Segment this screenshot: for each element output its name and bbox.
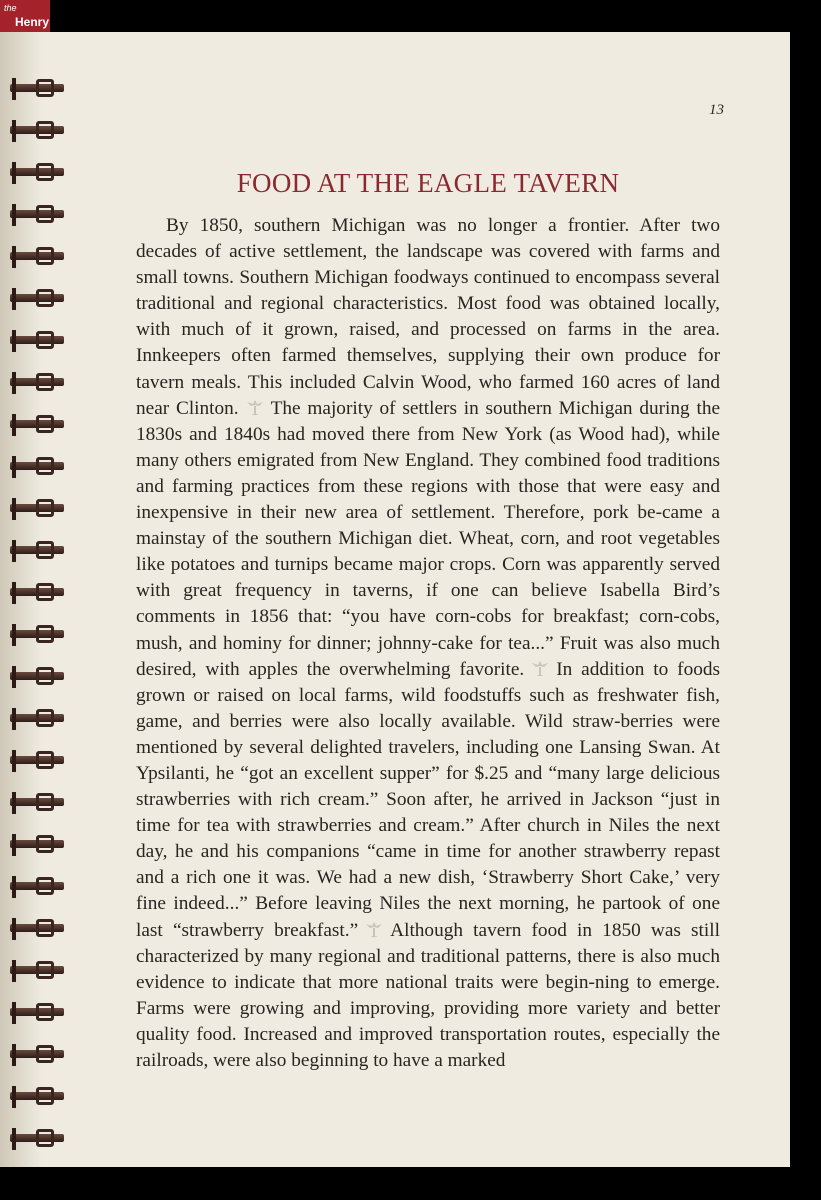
binding-ring (6, 330, 64, 352)
binding-ring (6, 582, 64, 604)
binding-ring (6, 162, 64, 184)
binding-ring (6, 708, 64, 730)
binding-ring (6, 456, 64, 478)
binding-ring (6, 246, 64, 268)
binding-ring (6, 750, 64, 772)
paragraph-part-2: The majority of settlers in southern Michigan during the 1830s and 1840s had moved there from New York (as Wood had), while many others emigrated from New England. They combined food traditions and farming practices from these regions with those that were easy and inexpensive in their new area of settlement. Therefore, pork be-came a mainstay of the southern Michigan diet. Wheat, corn, and root vegetables like potatoes and turnips became major crops. Corn was apparently served with great frequency in taverns, if one can believe Isabella Bird’s comments in 1856 that: “you have corn-cobs for breakfast; corn-cobs, mush, and hominy for dinner; johnny-cake for tea...” Fruit was also much desired, with apples the overwhelming favorite. (136, 397, 721, 680)
eagle-ornament-icon (364, 920, 384, 938)
binding-ring (6, 78, 64, 100)
eagle-ornament-icon (245, 398, 265, 416)
binding-ring (6, 960, 64, 982)
binding-ring (6, 792, 64, 814)
paragraph-part-3: In addition to foods grown or raised on local farms, wild foodstuffs such as freshwater fish, game, and berries were also locally available. Wild straw-berries were mentioned by several delighted travelers, including one Lansing Swan. At Ypsilanti, he “got an excellent supper” for $.25 and “many large delicious strawberries with rich cream.” Soon after, he arrived in Jackson “just in time for tea with strawberries and cream.” After church in Niles the next day, he and his companions “came in time for another strawberry repast and a rich one it was. We had a new dish, ‘Strawberry Short Cake,’ very fine indeed...” Before leaving Niles the next morning, he partook of one last “strawberry breakfast.” (136, 658, 720, 941)
page-title: FOOD AT THE EAGLE TAVERN (236, 168, 620, 198)
binding-ring (6, 120, 64, 142)
binding-ring (6, 288, 64, 310)
page-number: 13 (709, 102, 724, 118)
binding-ring (6, 204, 64, 226)
binding-ring (6, 372, 64, 394)
binding-ring (6, 918, 64, 940)
binding-ring (6, 1044, 64, 1066)
binding-ring (6, 1128, 64, 1150)
binding-ring (6, 414, 64, 436)
binding-ring (6, 624, 64, 646)
binding-ring (6, 876, 64, 898)
binding-ring (6, 1086, 64, 1108)
binding-ring (6, 498, 64, 520)
spiral-binding (6, 78, 70, 1128)
binding-ring (6, 1002, 64, 1024)
logo-henry: Henry (15, 15, 50, 29)
paragraph-part-4: Although tavern food in 1850 was still characterized by many regional and traditional patterns, there is also much evidence to indicate that more national traits were begin-ning to emerge. Farms were growing and improving, providing more variety and better quality food. Increased and improved transportation routes, especially the railroads, were also beginning to have a marked (136, 919, 720, 1071)
binding-ring (6, 540, 64, 562)
binding-ring (6, 666, 64, 688)
binding-ring (6, 834, 64, 856)
body-paragraph (136, 213, 720, 1074)
paragraph-part-1: By 1850, southern Michigan was no longer a frontier. After two decades of active settlement, the landscape was covered with farms and small towns. Southern Michigan foodways continued to encompass several traditional and regional characteristics. Most food was obtained locally, with much of it grown, raised, and processed on farms in the area. Innkeepers often farmed themselves, supplying their own produce for tavern meals. This included Calvin Wood, who farmed 160 acres of land near Clinton. (136, 215, 720, 419)
eagle-ornament-icon (530, 659, 550, 677)
logo-the: the (4, 3, 17, 13)
